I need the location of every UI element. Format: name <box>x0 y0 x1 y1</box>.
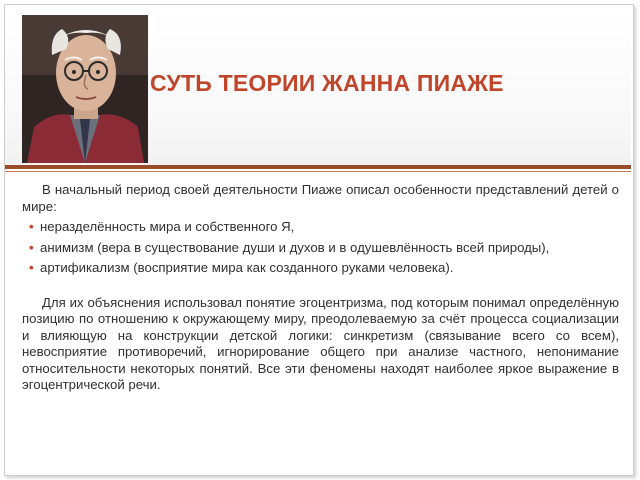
bullet-icon: • <box>29 260 34 275</box>
bullet-text: неразделённость мира и собственного Я, <box>40 219 295 234</box>
list-item <box>22 260 619 277</box>
list-item <box>22 219 619 236</box>
list-item <box>22 240 619 257</box>
bullet-text: анимизм (вера в существование души и духов и в одушевлённость всей природы), <box>40 239 550 255</box>
title-divider <box>5 165 631 169</box>
body-paragraph: Для их объяснения использовал понятие эгоцентризма, под которым понимал определённую позицию по отношению к окружающему миру, преодолеваемую за счёт процесса социализации и влияющую на конструкции детской логики: синкретизм (связывание всего со всем), невосприятие противоречий, игнорирование общего при анализе частного, непонимание относительности некоторых понятий. Все эти феномены находят наиболее яркое выражение в эгоцентрической речи. <box>22 294 619 392</box>
bullet-list <box>22 219 619 277</box>
bullet-icon: • <box>29 239 34 255</box>
slide-content <box>22 182 619 394</box>
portrait-illustration <box>22 15 148 163</box>
intro-paragraph: В начальный период своей деятельности Пиаже описал особенности представлений детей о мире: <box>22 182 619 214</box>
bullet-text: артификализм (восприятие мира как созданного руками человека). <box>40 260 454 275</box>
slide-title: СУТЬ ТЕОРИИ ЖАННА ПИАЖЕ <box>150 70 504 96</box>
bullet-icon: • <box>29 219 34 234</box>
paragraph-spacer <box>22 281 619 295</box>
title-divider-thin <box>5 171 631 172</box>
portrait-drawing <box>22 15 148 163</box>
